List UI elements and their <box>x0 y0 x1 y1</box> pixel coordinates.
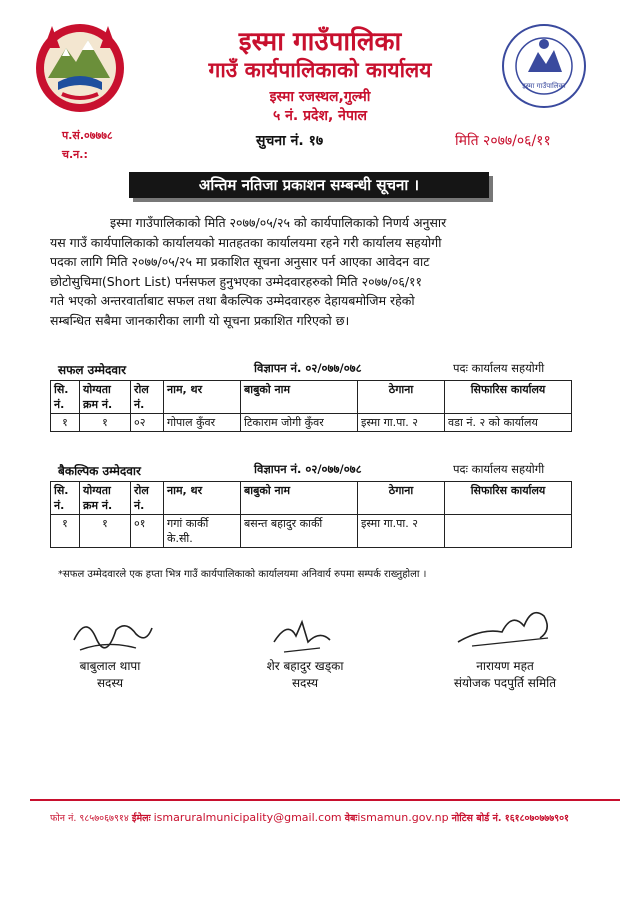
footer-web-link[interactable]: ismamun.gov.np <box>357 811 449 824</box>
advertisement-number: विज्ञापन नं. ०२/०७७/०७८ <box>254 462 362 476</box>
cell: गोपाल कुँवर <box>164 414 241 432</box>
cell: इस्मा गा.पा. २ <box>358 414 445 432</box>
signature-3 <box>452 602 562 652</box>
col-header: रोल नं. <box>131 381 164 414</box>
nepal-emblem-logo <box>32 18 128 118</box>
table-row <box>51 414 572 432</box>
notice-number: सुचना नं. १७ <box>256 133 324 149</box>
office-seal-stamp <box>500 22 588 110</box>
col-header: सि. नं. <box>51 482 80 515</box>
col-header: सि. नं. <box>51 381 80 414</box>
body-line: पदका लागि मिति २०७७/०५/२५ मा प्रकाशित सूचना अनुसार पर्न आएका आवेदन वाट <box>50 254 430 269</box>
cell: गगां कार्की के.सी. <box>164 515 241 548</box>
office-title: गाउँ कार्यपालिकाको कार्यालय <box>208 58 432 82</box>
col-header: ठेगाना <box>358 381 445 414</box>
signatory-role: संयोजक पदपुर्ति समिति <box>453 676 557 690</box>
footer-phone: फोन नं. ९८५७०६७९१४ <box>50 813 129 824</box>
body-line: इस्मा गाउँपालिकाको मिति २०७७/०५/२५ को कार्यपालिकाको निणर्य अनुसार <box>110 215 447 230</box>
address-line: इस्मा रजस्थल,गुल्मी <box>269 89 371 105</box>
post-label: पदः कार्यालय सहयोगी <box>453 462 545 476</box>
body-line: यस गाउँ कार्यपालिकाको कार्यालयको मातहतका कार्यालयमा रहने गरी कार्यालय सहयोगी <box>50 234 442 250</box>
post-label: पदः कार्यालय सहयोगी <box>453 361 545 375</box>
reference-number: प.सं.०७७७८ <box>62 129 113 142</box>
col-header: बाबुको नाम <box>241 482 358 515</box>
successful-candidate-table <box>50 380 572 432</box>
cell: १ <box>80 414 131 432</box>
footer-email-label: ईमेलः <box>131 813 151 824</box>
col-header: योग्यता क्रम नं. <box>80 482 131 515</box>
footer-web-label: वेबः <box>344 813 358 824</box>
footer-notice-board: नोटिस बोर्ड नं. १६१८०७०७७७९०१ <box>451 813 569 824</box>
cell: वडा नं. २ को कार्यालय <box>445 414 572 432</box>
footnote: *सफल उम्मेदवारले एक हप्ता भित्र गाउँ कार्यपालिकाको कार्यालयमा अनिवार्य रुपमा सम्पर्क राख्नुहोला । <box>58 569 427 580</box>
col-header: सिफारिस कार्यालय <box>445 381 572 414</box>
signatory-name: नारायण महत <box>476 659 534 673</box>
table-header-row <box>51 381 572 414</box>
cell: १ <box>51 414 80 432</box>
signatory-role: सदस्य <box>291 676 319 690</box>
signatory-role: सदस्य <box>96 676 124 690</box>
signatory-2 <box>240 657 370 691</box>
col-header: नाम, थर <box>164 482 241 515</box>
signatory-1 <box>50 657 170 691</box>
col-header: नाम, थर <box>164 381 241 414</box>
svg-text:इस्मा गाउँपालिका: इस्मा गाउँपालिका <box>522 82 566 90</box>
successful-candidate-label: सफल उम्मेदवार <box>58 363 127 377</box>
signatory-name: बाबुलाल थापा <box>79 659 141 673</box>
cell: बसन्त बहादुर कार्की <box>241 515 358 548</box>
notice-banner: अन्तिम नतिजा प्रकाशन सम्बन्धी सूचना । <box>129 172 489 198</box>
body-line: सम्बन्धित सबैमा जानकारीका लागी यो सूचना प्रकाशित गरिएको छ। <box>50 312 350 328</box>
advertisement-number: विज्ञापन नं. ०२/०७७/०७८ <box>254 361 362 375</box>
footer <box>50 811 610 824</box>
footer-divider <box>30 799 620 801</box>
body-line: गते भएको अन्तरवार्ताबाट सफल तथा बैकल्पिक उम्मेदवारहरु देहायबमोजिम रहेको <box>50 293 415 308</box>
notice-date: मिति २०७७/०६/११ <box>455 133 551 149</box>
province-line: ५ नं. प्रदेश, नेपाल <box>272 108 368 124</box>
cell: १ <box>80 515 131 548</box>
alternate-candidate-label: बैकल्पिक उम्मेदवार <box>58 464 141 478</box>
cell: ०२ <box>131 414 164 432</box>
cell <box>445 515 572 548</box>
footer-email-link[interactable]: ismaruralmunicipality@gmail.com <box>153 811 342 824</box>
cell: १ <box>51 515 80 548</box>
body-line: छोटोसुचिमा(Short List) पर्नसफल हुनुभएका उम्मेदवारहरुको मिति २०७७/०६/११ <box>50 273 423 289</box>
signature-2 <box>268 612 338 660</box>
municipality-title: इस्मा गाउँपालिका <box>238 27 402 57</box>
table-row <box>51 515 572 548</box>
cell: ०१ <box>131 515 164 548</box>
signature-1 <box>66 610 156 660</box>
cell: टिकाराम जोगी कुँवर <box>241 414 358 432</box>
col-header: योग्यता क्रम नं. <box>80 381 131 414</box>
signatory-3 <box>420 657 590 691</box>
cell: इस्मा गा.पा. २ <box>358 515 445 548</box>
col-header: रोल नं. <box>131 482 164 515</box>
notice-body <box>50 213 580 330</box>
dispatch-number: च.न.: <box>62 148 88 161</box>
col-header: सिफारिस कार्यालय <box>445 482 572 515</box>
table-header-row <box>51 482 572 515</box>
col-header: ठेगाना <box>358 482 445 515</box>
signatory-name: शेर बहादुर खड्का <box>266 659 344 673</box>
col-header: बाबुको नाम <box>241 381 358 414</box>
alternate-candidate-table <box>50 481 572 548</box>
